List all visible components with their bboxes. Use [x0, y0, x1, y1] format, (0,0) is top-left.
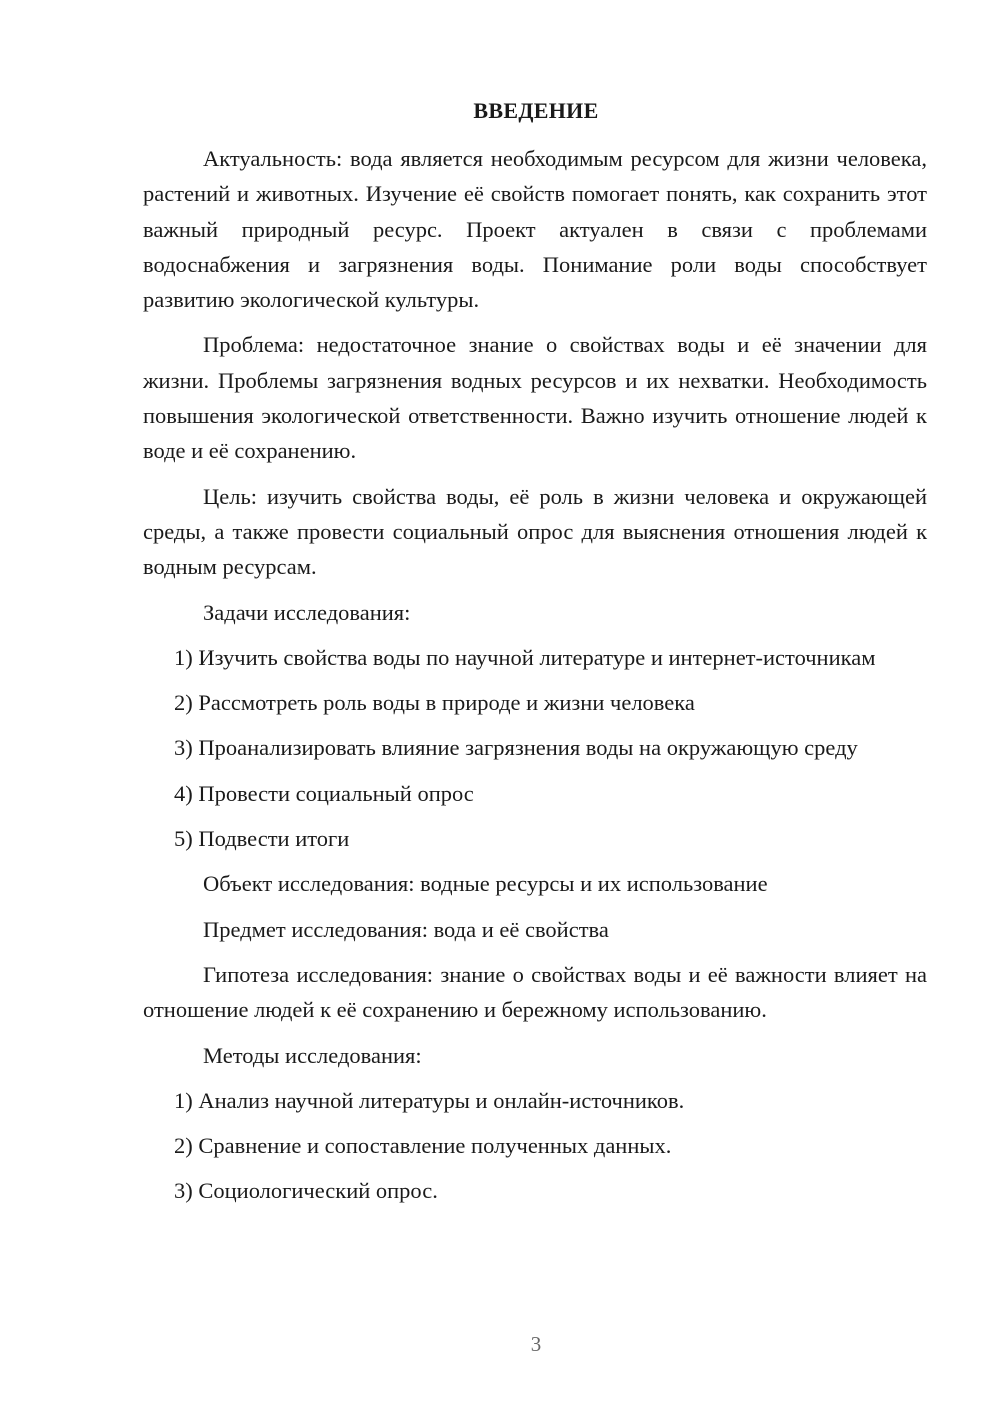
goal-paragraph: Цель: изучить свойства воды, её роль в жизни человека и окружающей среды, а также провести социальный опрос для выяснения отношения людей к водным ресурсам. [143, 483, 927, 580]
methods-heading: Методы исследования: [203, 1042, 422, 1068]
task-item: 1) Изучить свойства воды по научной литературе и интернет-источникам [174, 644, 876, 670]
research-hypothesis: Гипотеза исследования: знание о свойствах воды и её важности влияет на отношение людей к её сохранению и бережному использованию. [143, 961, 927, 1023]
method-item: 3) Социологический опрос. [174, 1178, 438, 1204]
task-item: 5) Подвести итоги [174, 826, 350, 852]
research-object: Объект исследования: водные ресурсы и их использование [203, 871, 768, 897]
relevance-paragraph: Актуальность: вода является необходимым ресурсом для жизни человека, растений и животных. Изучение её свойств помогает понять, как сохранить этот важный природный ресурс. Проект актуален в связи с проблемами водоснабжения и загрязнения воды. Понимание роли воды способствует развитию экологической культуры. [143, 146, 927, 313]
method-item: 1) Анализ научной литературы и онлайн-источников. [174, 1087, 685, 1113]
methods-list [143, 1083, 927, 1209]
research-subject: Предмет исследования: вода и её свойства [203, 916, 609, 942]
document-body [143, 141, 927, 1209]
task-item: 4) Провести социальный опрос [174, 780, 474, 806]
page-title: ВВЕДЕНИЕ [473, 98, 599, 123]
page-number: 3 [530, 1332, 542, 1356]
task-item: 3) Проанализировать влияние загрязнения воды на окружающую среду [174, 735, 858, 761]
tasks-list [143, 640, 927, 856]
problem-paragraph: Проблема: недостаточное знание о свойствах воды и её значении для жизни. Проблемы загрязнения водных ресурсов и их нехватки. Необходимость повышения экологической ответственности. Важно изучить отношение людей к воде и её сохранению. [143, 332, 927, 464]
method-item: 2) Сравнение и сопоставление полученных данных. [174, 1133, 672, 1159]
task-item: 2) Рассмотреть роль воды в природе и жизни человека [174, 690, 695, 716]
tasks-heading: Задачи исследования: [203, 599, 411, 625]
